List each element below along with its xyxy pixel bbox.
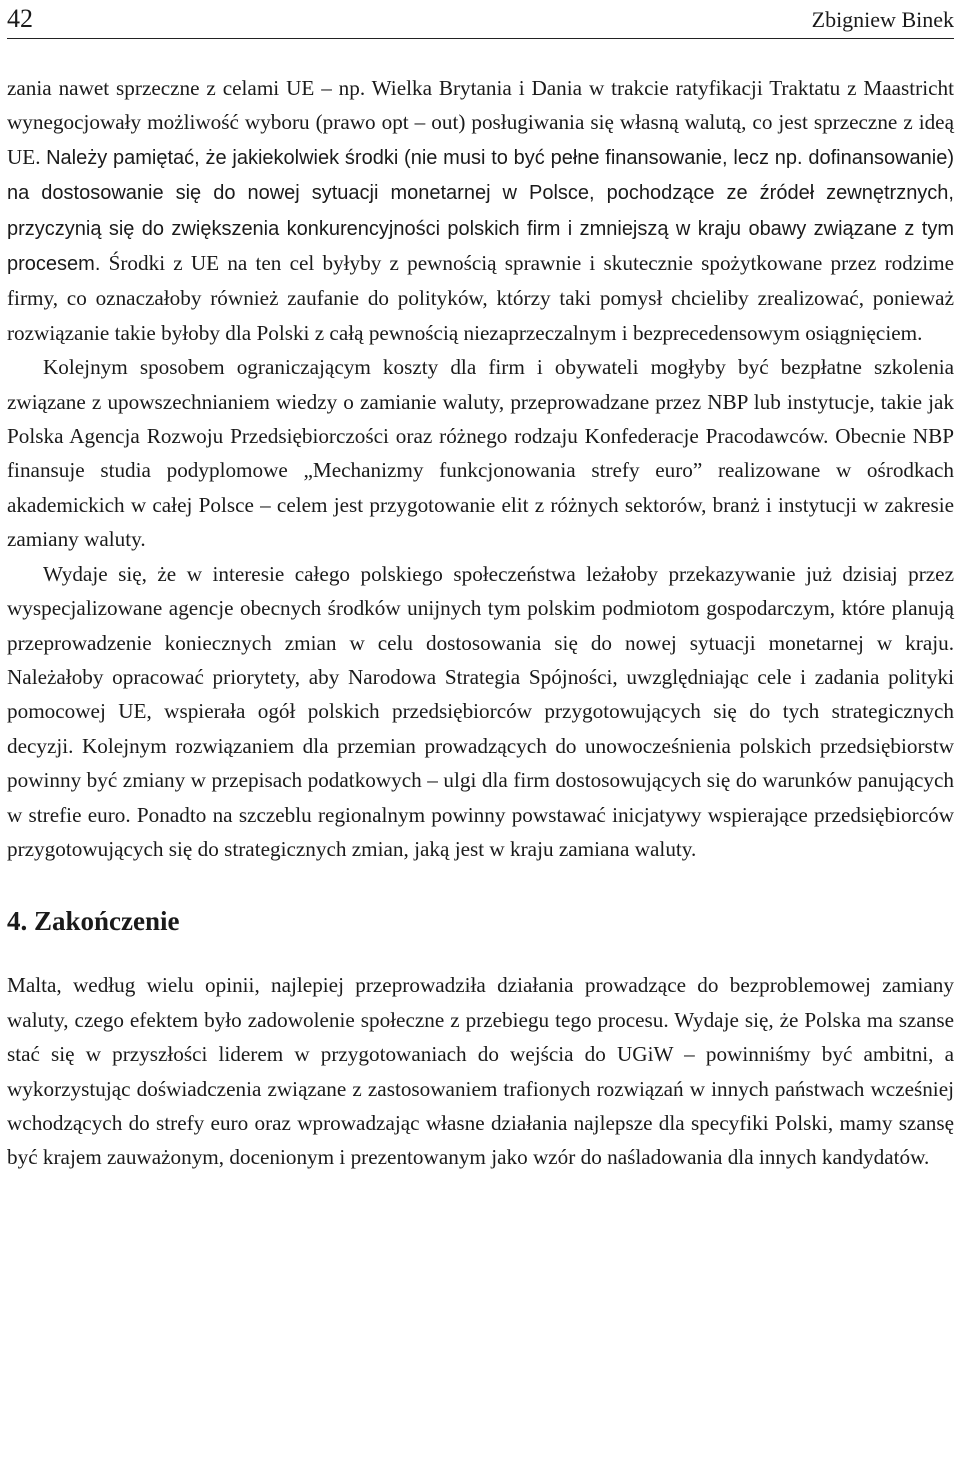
section-heading: 4. Zakończenie [7,906,180,937]
paragraph-3: Wydaje się, że w interesie całego polskiego społeczeństwa leżałoby przekazywanie już dzisiaj przez wyspecjalizowane agencje obecnych środków unijnych tym polskim podmiotom gospodarczym, które planują przeprowadzenie koniecznych zmian w celu dostosowania się do nowej sytuacji monetarnej w kraju. Należałoby opracować priorytety, aby Narodowa Strategia Spójności, uwzględniając cele i zadania polityki pomocowej UE, wspierała ogół polskich przedsiębiorców przygotowujących się do tych strategicznych decyzji. Kolejnym rozwiązaniem dla przemian prowadzących do unowocześnienia polskich przedsiębiorstw powinny być zmiany w przepisach podatkowych – ulgi dla firm dostosowujących się do warunków panujących w strefie euro. Ponadto na szczeblu regionalnym powinny powstawać inicjatywy wspierające przedsiębiorców przygotowujących się do strategicznych zmian, jaką jest w kraju zamiana waluty. [7,561,954,861]
page-number: 42 [7,4,33,33]
paragraph-1-sans-passage: Należy pamiętać, że jakiekolwiek środki (nie musi to być pełne finansowanie, lecz np. dofinansowanie) na dostosowanie się do nowej sytuacji monetarnej w Polsce, pochodzące ze źródeł zewnętrznych, przyczynią się do zwiększenia konkurencyjności polskich firm i zmniejszą w kraju obawy związane z tym procesem. [7,146,954,276]
body-text [7,71,954,1175]
paragraph-2: Kolejnym sposobem ograniczającym koszty dla firm i obywateli mogłyby być bezpłatne szkolenia związane z upowszechnianiem wiedzy o zamianie waluty, przeprowadzane przez NBP lub instytucje, takie jak Polska Agencja Rozwoju Przedsiębiorczości oraz różnego rodzaju Konfederacje Pracodawców. Obecnie NBP finansuje studia podyplomowe „Mechanizmy funkcjonowania strefy euro” realizowane w ośrodkach akademickich w całej Polsce – celem jest przygotowanie elit z różnych sektorów, branż i instytucji w zakresie zamiany waluty. [7,355,954,552]
conclusion-paragraph: Malta, według wielu opinii, najlepiej przeprowadziła działania prowadzące do bezproblemowej zamiany waluty, czego efektem było zadowolenie społeczne z przebiegu tego procesu. Wydaje się, że Polska ma szanse stać się w przyszłości liderem w przygotowaniach do wejścia do UGiW – powinniśmy być ambitni, a wykorzystując doświadczenia związane z zastosowaniem trafionych rozwiązań w innych państwach wcześniej wchodzących do strefy euro oraz wprowadzając własne działania najlepsze dla specyfiki Polski, mamy szansę być krajem zauważonym, docenionym i prezentowanym jako wzór do naśladowania dla innych kandydatów. [7,973,954,1170]
paragraph-1-end: Środki z UE na ten cel byłyby z pewnością sprawnie i skutecznie spożytkowane przez rodzime firmy, co oznaczałoby również zaufanie do polityków, którzy taki pomysł chcieliby zrealizować, ponieważ rozwiązanie takie byłoby dla Polski z całą pewnością niezaprzeczalnym i bezprecedensowym osiągnięciem. [7,251,954,345]
document-page [0,2,960,1477]
paragraph-1-start: zania nawet sprzeczne z celami UE – np. Wielka Brytania i Dania w trakcie ratyfikacji Traktatu z Maastricht wynegocjowały możliwość wyboru (prawo opt – out) posługiwania się własną walutą, co jest sprzeczne z ideą UE. [7,76,954,169]
paragraph-1 [7,71,954,350]
running-head-author: Zbigniew Binek [811,7,954,32]
running-header [7,2,954,39]
